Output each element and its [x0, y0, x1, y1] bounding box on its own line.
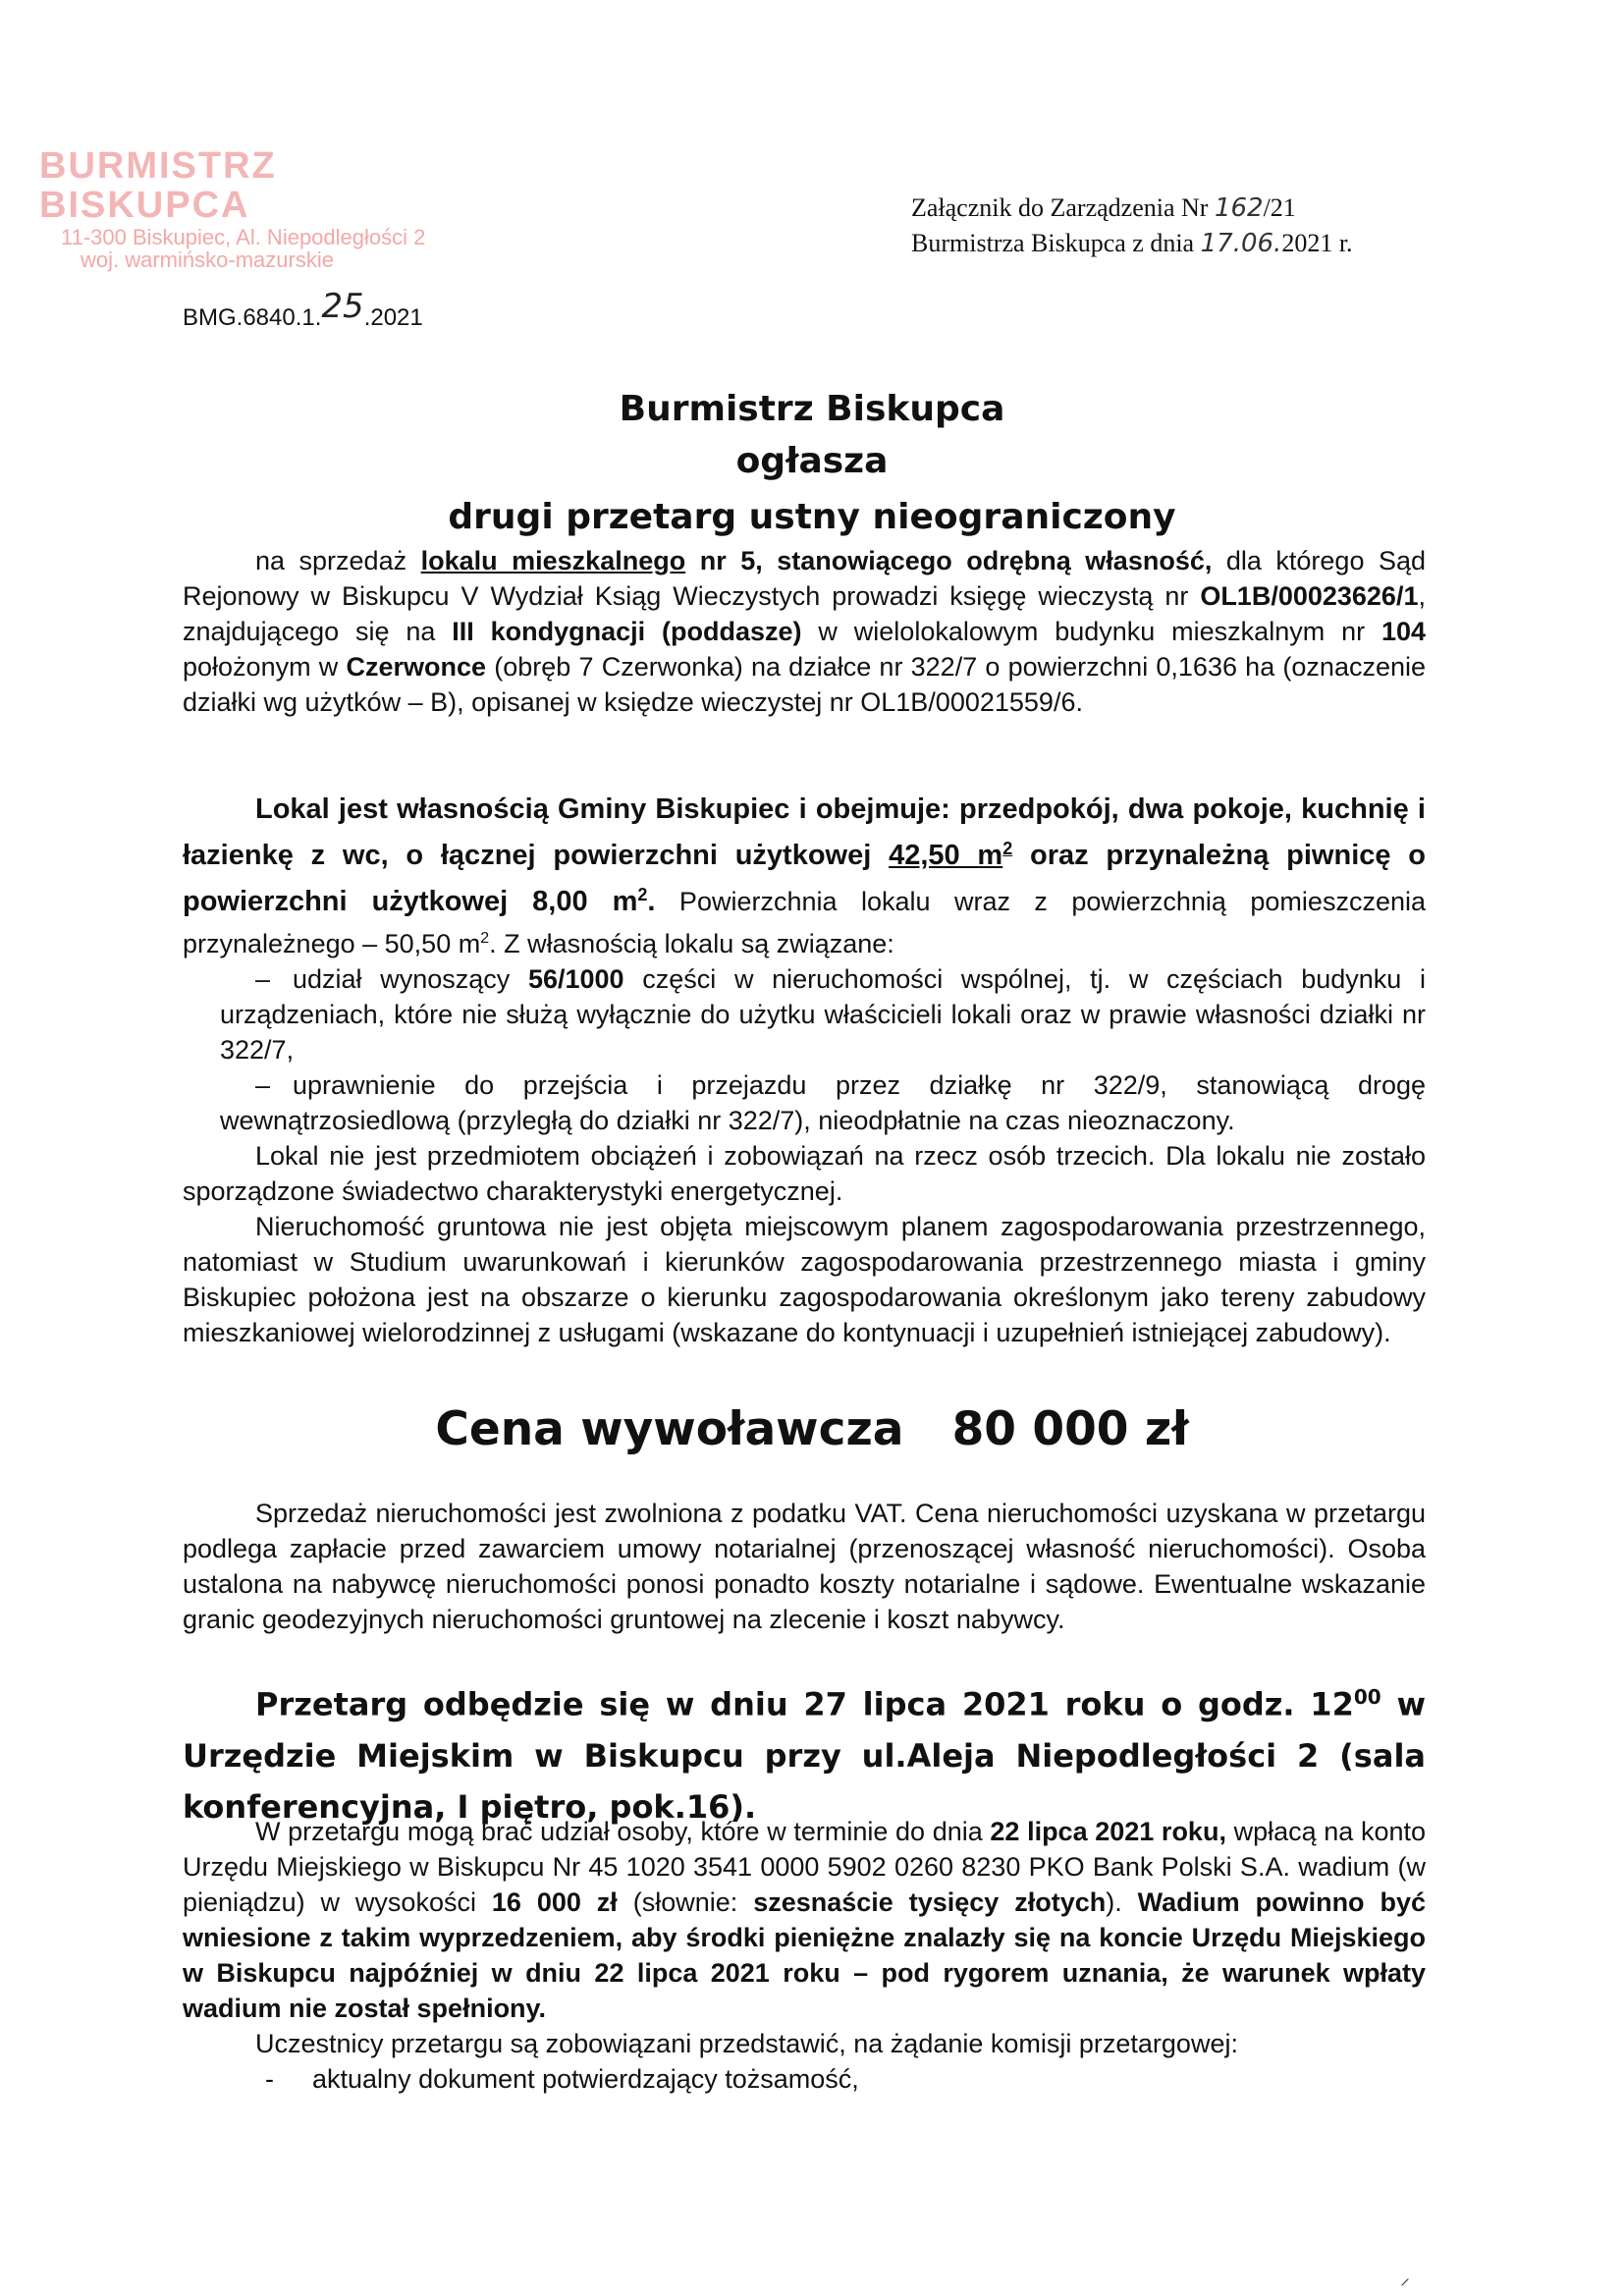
- p2-dot: .: [647, 886, 656, 917]
- list-share: 56/1000: [527, 964, 624, 994]
- stamp-line-1: BURMISTRZ BISKUPCA: [39, 145, 277, 226]
- pen-mark: ⸝: [1400, 2268, 1410, 2289]
- list-dash: –: [255, 1070, 271, 1100]
- p1-text-6: (obręb 7 Czerwonka) na działce nr 322/7 o powierzchni 0,1636 ha (oznaczenie działki wg użytków – B), opisanej w księdze wieczystej nr OL1B/00021559/6.: [183, 652, 1427, 717]
- case-reference: [183, 287, 423, 334]
- p2-cellar: oraz przynależną piwnicę o powierzchni użytkowej 8,00 m: [183, 840, 1426, 917]
- p1-text-5: położonym w: [183, 652, 347, 682]
- list-text: udział wynoszący: [293, 964, 528, 994]
- title-tender: drugi przetarg ustny nieograniczony: [448, 497, 1176, 537]
- p6-text: W przetargu mogą brać udział osoby, które w terminie do dnia: [255, 1817, 991, 1846]
- stamp-line-2: 11-300 Biskupiec, Al. Niepodległości 2: [61, 224, 426, 249]
- price-label: Cena wywoławcza: [435, 1402, 904, 1456]
- paragraph-participants: Uczestnicy przetargu są zobowiązani przedstawić, na żądanie komisji przetargowej:: [255, 2029, 1238, 2058]
- p2-rights: . Z własnością lokalu są związane:: [489, 929, 894, 958]
- annex-number-handwritten: 162: [1214, 193, 1264, 223]
- tender-date: Przetarg odbędzie się w dniu 27 lipca 2021 roku o godz. 12: [255, 1685, 1354, 1723]
- ref-number-handwritten: 25: [321, 287, 364, 326]
- tender-date-place: [183, 1671, 1426, 1832]
- p1-lokal: lokalu mieszkalnego: [420, 546, 686, 575]
- p6-close: ).: [1106, 1887, 1138, 1917]
- ref-suffix: .2021: [363, 304, 423, 331]
- annex-date-handwritten: 17.06.: [1200, 229, 1282, 258]
- starting-price: [0, 1402, 1624, 1456]
- list-dash: –: [255, 964, 271, 994]
- annex-label: Załącznik do Zarządzenia Nr: [911, 193, 1209, 222]
- p1-text-3: , znajdującego się na: [183, 581, 1426, 646]
- p6-deposit-condition: Wadium powinno być wniesione z takim wyprzedzeniem, aby środki pieniężne znalazły się na koncie Urzędu Miejskiego w Biskupcu najpóźniej w dniu 22 lipca 2021 roku – pod rygorem uznania, że warunek wpłaty wadium nie został spełniony.: [183, 1887, 1426, 2023]
- p6-deadline: 22 lipca 2021 roku,: [990, 1817, 1226, 1846]
- p1-village: Czerwonce: [346, 652, 487, 682]
- annex-reference: [911, 191, 1598, 261]
- p1-kw-number: OL1B/00023626/1: [1200, 581, 1419, 611]
- list-item: [183, 1067, 1426, 1138]
- title-issuer: Burmistrz Biskupca: [619, 389, 1005, 429]
- list-item: [192, 2061, 1426, 2097]
- p1-building-number: 104: [1380, 617, 1427, 646]
- annex-year-suffix: /21: [1263, 193, 1296, 222]
- stamp-line-3: woj. warmińsko-mazurskie: [81, 246, 334, 272]
- paragraph-vat: Sprzedaż nieruchomości jest zwolniona z podatku VAT. Cena nieruchomości uzyskana w przetargu podlega zapłacie przed zawarciem umowy notarialnej (przenoszącej własność nieruchomości). Osoba ustalona na nabywcę nieruchomości ponosi ponadto koszty notarialne i sądowe. Ewentualne wskazanie granic geodezyjnych nieruchomości gruntowej na zlecenie i koszt nabywcy.: [183, 1499, 1426, 1634]
- annex-date-year: 2021 r.: [1281, 229, 1353, 257]
- list-item: [183, 961, 1426, 1067]
- p2-sup-3: 2: [480, 930, 490, 947]
- price-value: 80 000 zł: [951, 1402, 1189, 1456]
- paragraph-zoning: Nieruchomość gruntowa nie jest objęta miejscowym planem zagospodarowania przestrzennego, natomiast w Studium uwarunkowań i kierunków zagospodarowania przestrzennego miasta i gminy Biskupiec położona jest na obszarze o kierunku zagospodarowania określonym jako tereny zabudowy mieszkaniowej wielorodzinnej z usługami (wskazane do kontynuacji i uzupełnień istniejącej zabudowy).: [183, 1212, 1426, 1347]
- annex-line-2: [911, 226, 1598, 261]
- annex-date-label: Burmistrza Biskupca z dnia: [911, 229, 1195, 257]
- p2-lead: Lokal jest własnością Gminy Biskupiec i obejmuje: przedpokój, dwa pokoje, kuchnię i łazienkę z wc, o łącznej powierzchni użytkowej: [183, 793, 1426, 871]
- p1-text-4: w wielolokalowym budynku mieszkalnym nr: [801, 617, 1381, 646]
- p1-text-2: dla którego Sąd Rejonowy w Biskupcu V Wydział Ksiąg Wieczystych prowadzi księgę wieczystą nr: [183, 546, 1427, 611]
- list-text-2: części w nieruchomości wspólnej, tj. w częściach budynku i urządzeniach, które nie służą wyłącznie do użytku właścicieli lokali oraz w prawie własności działki nr 322/7,: [220, 964, 1426, 1065]
- p6-amount-words: szesnaście tysięcy złotych: [753, 1887, 1107, 1917]
- ref-prefix: BMG.6840.1.: [183, 304, 322, 331]
- p2-total-area: Powierzchnia lokalu wraz z powierzchnią pomieszczenia przynależnego – 50,50 m: [183, 887, 1426, 958]
- paragraph-deposit: [183, 1814, 1426, 2097]
- p1-text: na sprzedaż: [255, 546, 421, 575]
- office-stamp: [39, 147, 452, 271]
- p1-floor: III kondygnacji (poddasze): [452, 617, 802, 646]
- p2-area: 42,50 m: [889, 840, 1003, 871]
- annex-line-1: [911, 191, 1598, 226]
- paragraph-description: [183, 790, 1426, 1350]
- p6-words-label: (słownie:: [617, 1887, 754, 1917]
- p6-account: wpłacą na konto Urzędu Miejskiego w Biskupcu Nr 45 1020 3541 0000 5902 0260 8230 PKO Bank Polski S.A. wadium (w pieniądzu) w wysokości: [183, 1817, 1427, 1917]
- tender-minutes: 00: [1353, 1685, 1381, 1709]
- tender-place: w Urzędzie Miejskim w Biskupcu przy ul.Aleja Niepodległości 2 (sala konferencyjna, I piętro, pok.16).: [183, 1685, 1427, 1826]
- list-text: uprawnienie do przejścia i przejazdu przez działkę nr 322/9, stanowiącą drogę wewnątrzosiedlową (przyległą do działki nr 322/7), nieodpłatnie na czas nieoznaczony.: [220, 1070, 1426, 1135]
- list-dash: -: [265, 2064, 274, 2094]
- p6-amount: 16 000 zł: [491, 1887, 618, 1917]
- paragraph-encumbrance: Lokal nie jest przedmiotem obciążeń i zobowiązań na rzecz osób trzecich. Dla lokalu nie zostało sporządzone świadectwo charakterystyki energetycznej.: [183, 1141, 1426, 1206]
- title-announces: ogłasza: [735, 441, 889, 481]
- p2-sup-1: 2: [1002, 839, 1013, 858]
- list-text: aktualny dokument potwierdzający tożsamość,: [312, 2064, 859, 2094]
- p1-number: nr 5, stanowiącego odrębną własność,: [685, 546, 1213, 575]
- p2-sup-2: 2: [637, 885, 648, 904]
- paragraph-property: [183, 543, 1426, 720]
